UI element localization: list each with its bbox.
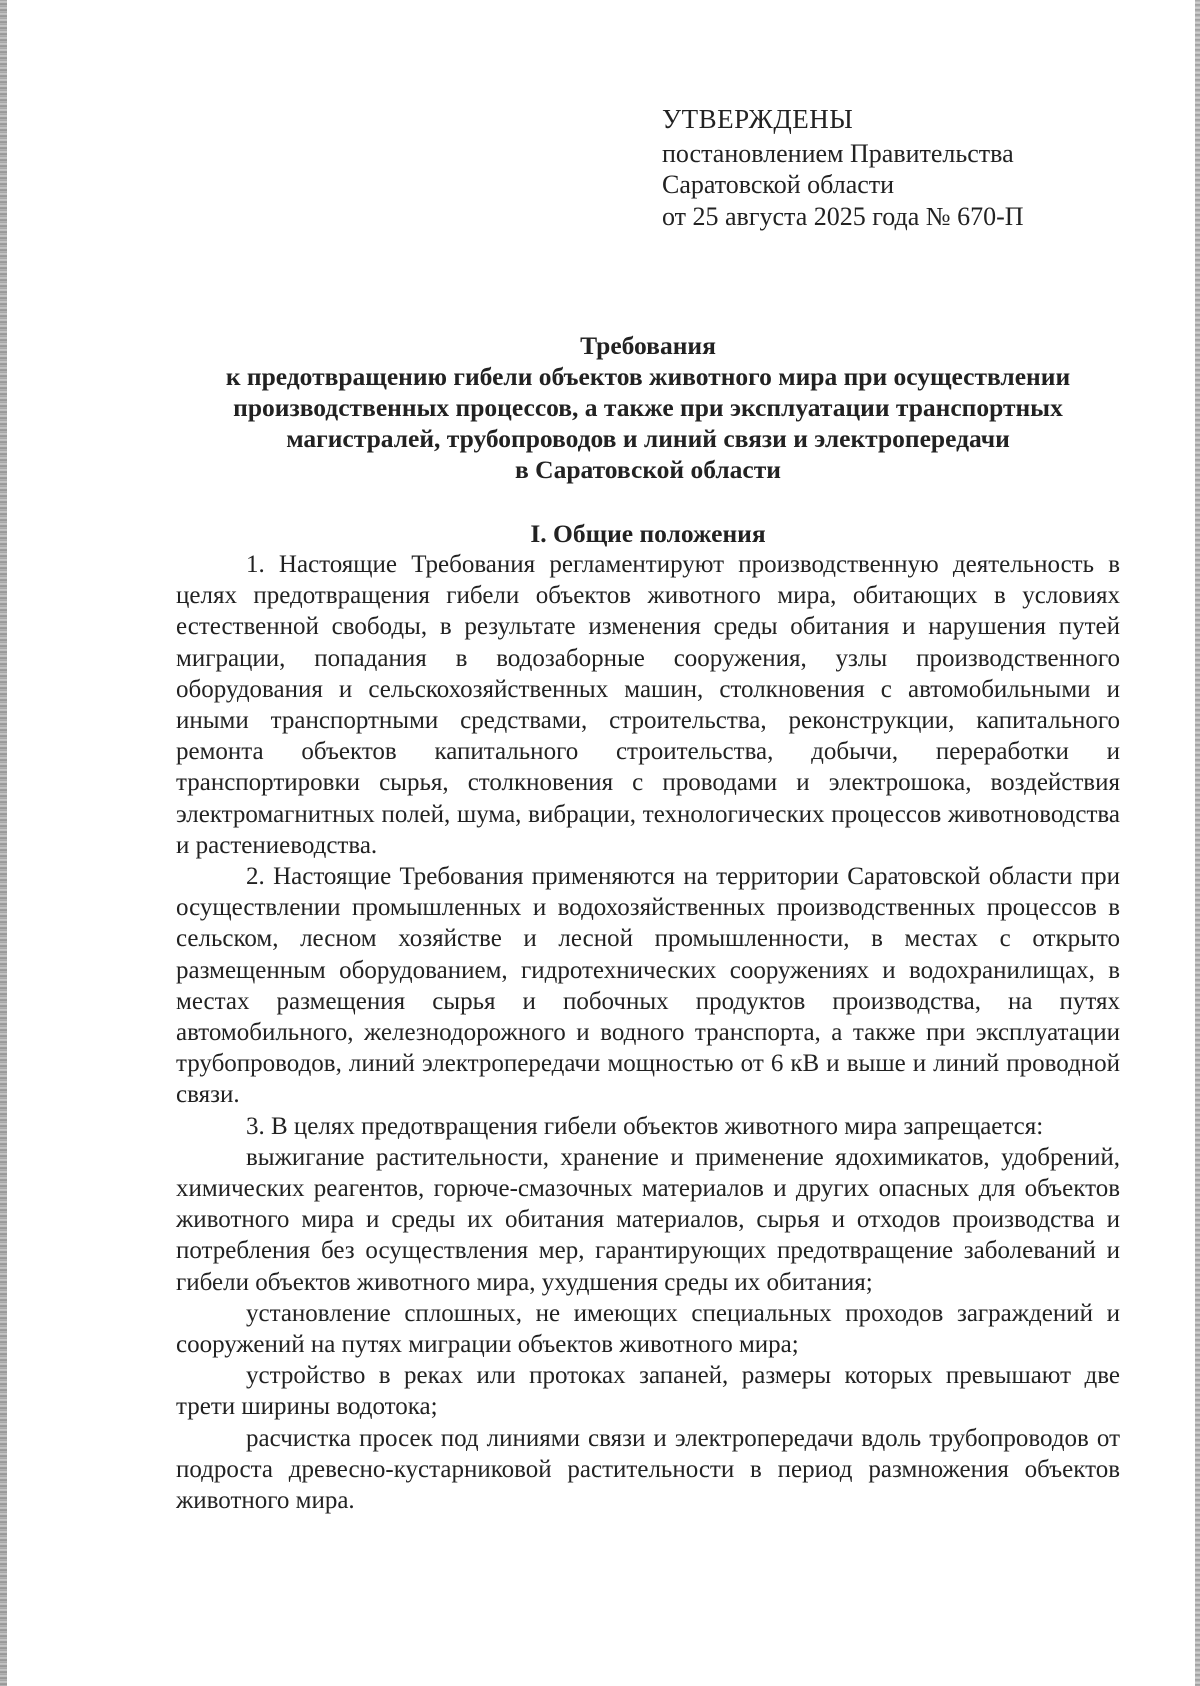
- approval-stamp: [662, 104, 1024, 232]
- title-line-3: производственных процессов, а также при эксплуатации транспортных: [233, 393, 1063, 422]
- paragraph-1: 1. Настоящие Требования регламентируют производственную деятельность в целях предотвращения гибели объектов животного мира, обитающих в условиях естественной свободы, в результате изменения среды обитания и нарушения путей миграции, попадания в водозаборные сооружения, узлы производственного оборудования и сельскохозяйственных машин, столкновения с автомобильными и иными транспортными средствами, строительства, реконструкции, капитального ремонта объектов капитального строительства, добычи, переработки и транспортировки сырья, столкновения с проводами и электрошока, воздействия электромагнитных полей, шума, вибрации, технологических процессов животноводства и растениеводства.: [176, 551, 1120, 859]
- title-line-4: магистралей, трубопроводов и линий связи и электропередачи: [286, 424, 1010, 453]
- paragraph-3-item-3: устройство в реках или протоках запаней, размеры которых превышают две трети ширины водотока;: [176, 1362, 1120, 1421]
- document-title: [176, 330, 1120, 485]
- paragraph-3-item-4: расчистка просек под линиями связи и электропередачи вдоль трубопроводов от подроста древесно-кустарниковой растительности в период размножения объектов животного мира.: [176, 1424, 1120, 1515]
- approval-line-1: постановлением Правительства: [662, 138, 1014, 168]
- approval-line-2: Саратовской области: [662, 170, 895, 199]
- section-heading: I. Общие положения: [530, 519, 766, 548]
- paragraph-3: 3. В целях предотвращения гибели объектов животного мира запрещается:: [246, 1112, 1044, 1140]
- scan-edge-right: [1195, 0, 1200, 1686]
- scan-edge-left: [0, 0, 7, 1686]
- title-line-1: Требования: [580, 331, 716, 360]
- document-body: [176, 549, 1120, 1516]
- approval-line-3: от 25 августа 2025 года № 670-П: [662, 201, 1024, 231]
- title-line-2: к предотвращению гибели объектов животного мира при осуществлении: [225, 362, 1071, 391]
- paragraph-3-item-1: выжигание растительности, хранение и применение ядохимикатов, удобрений, химических реагентов, горюче-смазочных материалов и других опасных для объектов животного мира и среды их обитания материалов, сырья и отходов производства и потребления без осуществления мер, гарантирующих предотвращение заболеваний и гибели объектов животного мира, ухудшения среды их обитания;: [176, 1143, 1120, 1296]
- paragraph-2: 2. Настоящие Требования применяются на территории Саратовской области при осуществлении промышленных и водохозяйственных производственных процессов в сельском, лесном хозяйстве и лесной промышленности, в местах с открыто размещенным оборудованием, гидротехнических сооружениях и водохранилищах, в местах размещения сырья и побочных продуктов производства, на путях автомобильного, железнодорожного и водного транспорта, а также при эксплуатации трубопроводов, линий электропередачи мощностью от 6 кВ и выше и линий проводной связи.: [176, 863, 1120, 1109]
- approval-heading: УТВЕРЖДЕНЫ: [662, 104, 854, 134]
- paragraph-3-item-2: установление сплошных, не имеющих специальных проходов заграждений и сооружений на путях миграции объектов животного мира;: [176, 1299, 1120, 1359]
- title-line-5: в Саратовской области: [515, 455, 781, 484]
